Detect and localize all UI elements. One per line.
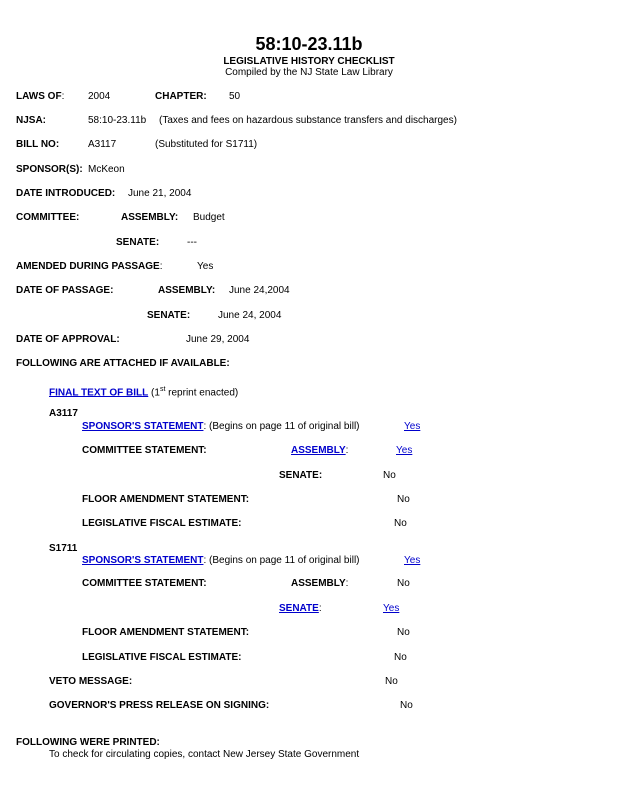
s1711-sponsor-statement-note: : (Begins on page 11 of original bill) <box>203 555 360 566</box>
amended-value: Yes <box>197 261 214 272</box>
document-title: 58:10-23.11b <box>255 34 363 54</box>
njsa-value: 58:10-23.11b <box>88 115 147 126</box>
a3117-sponsor-statement-value[interactable]: Yes <box>404 421 421 432</box>
document-subtitle: LEGISLATIVE HISTORY CHECKLIST <box>223 56 395 67</box>
bill-no-note: (Substituted for S1711) <box>155 139 258 150</box>
press-release-label: GOVERNOR'S PRESS RELEASE ON SIGNING: <box>49 700 270 711</box>
a3117-fiscal-label: LEGISLATIVE FISCAL ESTIMATE: <box>82 518 242 529</box>
laws-of-value: 2004 <box>88 91 111 102</box>
compiled-by: Compiled by the NJ State Law Library <box>225 67 393 78</box>
final-text-link[interactable]: FINAL TEXT OF BILL <box>49 387 149 399</box>
s1711-senate-row <box>279 603 322 615</box>
committee-senate-value: --- <box>187 237 197 248</box>
passage-assembly-value: June 24,2004 <box>229 285 290 296</box>
a3117-fiscal-value: No <box>394 518 407 529</box>
amended-row <box>16 261 163 273</box>
amended-label: AMENDED DURING PASSAGE <box>16 261 160 272</box>
final-text-pre: (1 <box>148 387 160 399</box>
date-introduced-label: DATE INTRODUCED: <box>16 188 116 199</box>
passage-senate-value: June 24, 2004 <box>218 310 282 321</box>
njsa-description: (Taxes and fees on hazardous substance transfers and discharges) <box>159 115 457 126</box>
s1711-floor-label: FLOOR AMENDMENT STATEMENT: <box>82 627 250 638</box>
laws-of-colon: : <box>61 91 65 102</box>
s1711-assembly-row <box>291 578 348 590</box>
committee-label: COMMITTEE: <box>16 212 80 223</box>
s1711-sponsor-statement-row <box>82 555 360 567</box>
s1711-senate-value[interactable]: Yes <box>383 603 400 614</box>
passage-senate-label: SENATE: <box>147 310 191 321</box>
veto-label: VETO MESSAGE: <box>49 676 133 687</box>
chapter-value: 50 <box>229 91 241 102</box>
laws-of-label: LAWS OF <box>16 91 62 102</box>
committee-assembly-value: Budget <box>193 212 225 223</box>
s1711-sponsor-statement-link[interactable]: SPONSOR'S STATEMENT <box>82 555 204 566</box>
sponsors-label: SPONSOR(S): <box>16 164 83 175</box>
bill-no-label: BILL NO: <box>16 139 60 150</box>
attached-heading: FOLLOWING ARE ATTACHED IF AVAILABLE: <box>16 358 230 369</box>
final-text-row <box>49 384 238 399</box>
final-text-post: reprint enacted) <box>165 387 239 399</box>
s1711-floor-value: No <box>397 627 410 638</box>
a3117-assembly-row <box>291 445 348 457</box>
committee-senate-label: SENATE: <box>116 237 160 248</box>
a3117-senate-value: No <box>383 470 396 481</box>
s1711-assembly-colon: : <box>345 578 349 589</box>
amended-colon: : <box>159 261 163 272</box>
a3117-committee-label: COMMITTEE STATEMENT: <box>82 445 207 456</box>
s1711-fiscal-label: LEGISLATIVE FISCAL ESTIMATE: <box>82 652 242 663</box>
date-of-approval-label: DATE OF APPROVAL: <box>16 334 120 345</box>
s1711-assembly-value: No <box>397 578 410 589</box>
a3117-assembly-value[interactable]: Yes <box>396 445 413 456</box>
a3117-assembly-link[interactable]: ASSEMBLY <box>291 445 346 456</box>
chapter-label: CHAPTER: <box>155 91 207 102</box>
s1711-fiscal-value: No <box>394 652 407 663</box>
committee-assembly-label: ASSEMBLY: <box>121 212 179 223</box>
s1711-senate-link[interactable]: SENATE <box>279 603 319 614</box>
sponsors-value: McKeon <box>88 164 125 175</box>
printed-heading: FOLLOWING WERE PRINTED: <box>16 737 160 748</box>
passage-assembly-label: ASSEMBLY: <box>158 285 216 296</box>
s1711-assembly-label: ASSEMBLY <box>291 578 346 589</box>
s1711-label: S1711 <box>49 543 78 554</box>
printed-note: To check for circulating copies, contact New Jersey State Government <box>49 749 360 760</box>
veto-value: No <box>385 676 398 687</box>
a3117-label: A3117 <box>49 408 78 419</box>
s1711-committee-label: COMMITTEE STATEMENT: <box>82 578 207 589</box>
a3117-sponsor-statement-row <box>82 421 360 433</box>
a3117-floor-label: FLOOR AMENDMENT STATEMENT: <box>82 494 250 505</box>
s1711-sponsor-statement-value[interactable]: Yes <box>404 555 421 566</box>
s1711-senate-colon: : <box>318 603 322 614</box>
a3117-floor-value: No <box>397 494 410 505</box>
a3117-sponsor-statement-link[interactable]: SPONSOR'S STATEMENT <box>82 421 204 432</box>
press-release-value: No <box>400 700 413 711</box>
date-introduced-value: June 21, 2004 <box>128 188 192 199</box>
a3117-sponsor-statement-note: : (Begins on page 11 of original bill) <box>203 421 360 432</box>
date-of-approval-value: June 29, 2004 <box>186 334 250 345</box>
njsa-label: NJSA: <box>16 115 47 126</box>
laws-of-row <box>16 91 64 103</box>
a3117-senate-label: SENATE: <box>279 470 323 481</box>
bill-no-value: A3117 <box>88 139 117 150</box>
date-of-passage-label: DATE OF PASSAGE: <box>16 285 114 296</box>
a3117-assembly-colon: : <box>345 445 349 456</box>
final-text-sup: st <box>159 386 166 393</box>
